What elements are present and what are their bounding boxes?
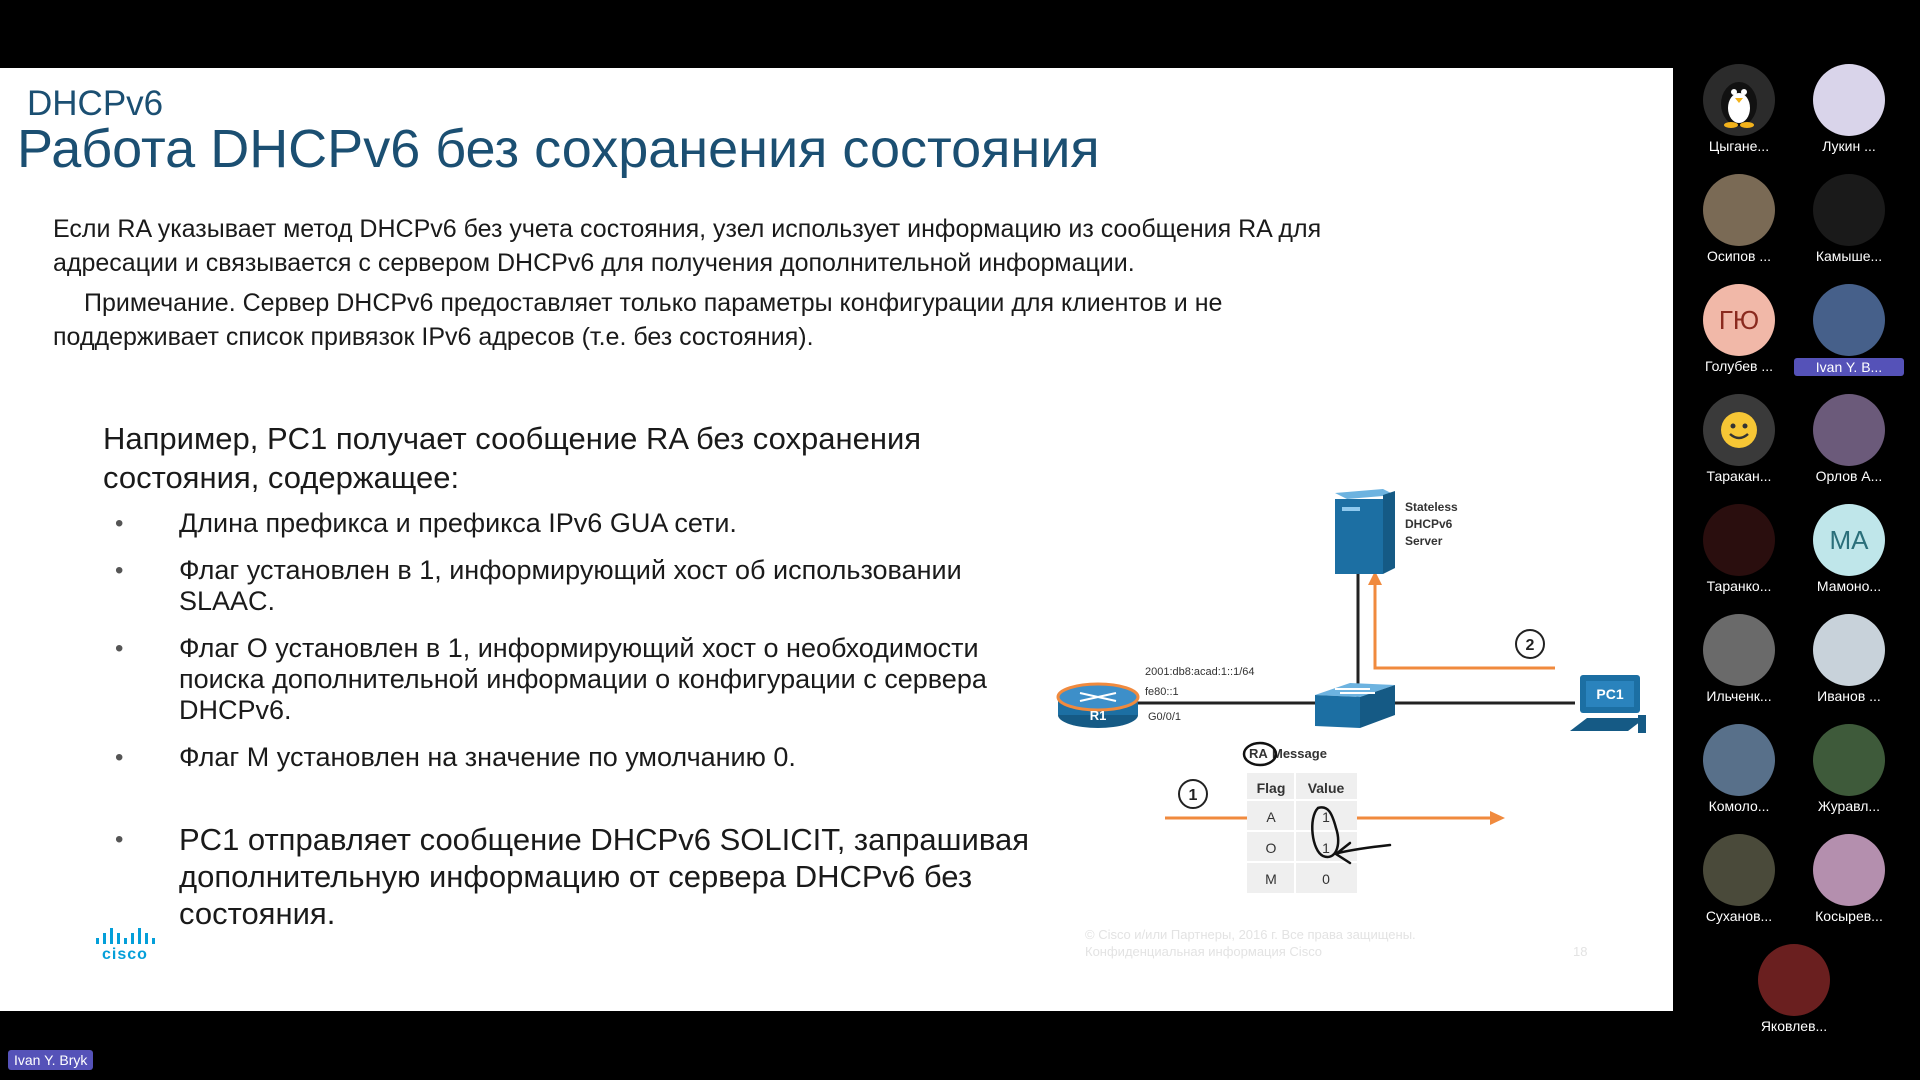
slide-footer [1085,926,1416,960]
photo-avatar-icon [1813,614,1885,686]
footer-line: © Cisco и/или Партнеры, 2016 г. Все права защищены. [1085,927,1416,942]
participant-tile[interactable] [1684,834,1794,924]
photo-avatar-icon [1813,174,1885,246]
step1-arrowhead [1490,811,1505,825]
participant-tile[interactable] [1794,504,1904,594]
table-header-value: Value [1307,780,1345,796]
participant-name: Ivan Y. B... [1794,358,1904,376]
participant-tile[interactable] [1684,284,1794,374]
participant-tile[interactable] [1684,504,1794,594]
participant-tile[interactable] [1684,174,1794,264]
cisco-wordmark: cisco [102,946,148,963]
intro-paragraph [53,212,1573,280]
participant-name: Мамоно... [1816,578,1882,594]
server-label: Stateless [1405,500,1458,514]
intro-line: адресации и связывается с сервером DHCPv6 для получения дополнительной информации. [53,249,1135,277]
participant-tile[interactable] [1794,614,1904,704]
participant-name: Иванов ... [1817,688,1881,704]
router-link-local: fe80::1 [1145,686,1179,698]
note-line: Примечание. Сервер DHCPv6 предоставляет только параметры конфигурации для клиентов и не [84,289,1223,317]
photo-avatar-icon [1703,504,1775,576]
lead-line: Например, PC1 получает сообщение RA без сохранения [103,421,922,456]
initials-avatar: ГЮ [1703,284,1775,356]
bullet-item: • Флаг установлен в 1, информирующий хост об использовании SLAAC. [113,555,1043,617]
participant-name: Таранко... [1706,578,1772,594]
footer-line: Конфиденциальная информация Cisco [1085,944,1322,959]
self-video-label: Ivan Y. Bryk [8,1050,93,1070]
bullet-item: • Флаг M установлен на значение по умолчанию 0. [113,742,1043,773]
value-cell: 1 [1322,809,1330,825]
flag-cell: M [1265,871,1277,887]
flag-cell: O [1265,840,1277,856]
photo-avatar-icon [1813,834,1885,906]
photo-avatar-icon [1703,724,1775,796]
slide-section: DHCPv6 [27,84,164,123]
participant-tile[interactable] [1794,834,1904,924]
participants-panel [1675,0,1920,1080]
lead-line: состояния, содержащее: [103,460,460,495]
participant-name: Журавл... [1817,798,1881,814]
participant-name: Камыше... [1815,248,1883,264]
participant-name: Лукин ... [1822,138,1876,154]
bullet-list [113,508,1043,948]
participant-tile[interactable] [1794,724,1904,814]
participant-tile[interactable] [1684,724,1794,814]
note-paragraph [53,286,1573,354]
photo-avatar-icon [1703,174,1775,246]
server-label: DHCPv6 [1405,517,1453,531]
cisco-bars-icon [92,926,158,944]
message-label: Message [1272,746,1327,761]
table-header-flag: Flag [1256,780,1286,796]
network-diagram [1050,413,1670,903]
photo-avatar-icon [1813,394,1885,466]
dhcpv6-server-icon [1335,489,1395,574]
value-cell: 0 [1322,871,1330,887]
photo-avatar-icon [1758,944,1830,1016]
initials-avatar: МА [1813,504,1885,576]
pc1-label: PC1 [1596,686,1624,702]
step1-label: 1 [1188,787,1198,804]
page-number: 18 [1573,944,1588,959]
intro-line: Если RA указывает метод DHCPv6 без учета состояния, узел использует информацию из сообщения RA для [53,215,1322,243]
value-cell: 1 [1322,840,1330,856]
cartoon-avatar-icon [1813,64,1885,136]
participant-name: Таракан... [1706,468,1772,484]
router-address: 2001:db8:acad:1::1/64 [1145,666,1255,678]
cisco-logo [92,926,158,964]
server-label: Server [1405,534,1443,548]
step2-label: 2 [1525,637,1535,654]
slide-title: Работа DHCPv6 без сохранения состояния [17,119,1100,179]
penguin-avatar-icon [1703,64,1775,136]
photo-avatar-icon [1703,834,1775,906]
participant-tile[interactable] [1794,174,1904,264]
presentation-slide [0,68,1673,1011]
participant-name: Ильченк... [1706,688,1772,704]
router-interface: G0/0/1 [1148,711,1182,723]
participant-name: Осипов ... [1706,248,1772,264]
photo-avatar-icon [1703,614,1775,686]
bullet-item-solicit: • PC1 отправляет сообщение DHCPv6 SOLICIT, запрашивая дополнительную информацию от сервера DHCPv6 без состояния. [113,821,1043,932]
ra-label: RA [1249,746,1268,761]
pc1-icon [1570,675,1646,733]
participant-tile[interactable] [1794,394,1904,484]
participant-name: Орлов А... [1815,468,1883,484]
participant-name: Цыгане... [1708,138,1770,154]
participant-tile[interactable] [1739,944,1849,1034]
router-label: R1 [1089,708,1107,723]
bullet-item: • Длина префикса и префикса IPv6 GUA сети. [113,508,1043,539]
emoji-avatar-icon [1703,394,1775,466]
participant-name: Комоло... [1708,798,1770,814]
switch-icon [1315,683,1395,728]
participant-name: Косырев... [1815,908,1883,924]
flag-cell: A [1266,809,1276,825]
participant-tile-active[interactable] [1794,284,1904,376]
participant-name: Суханов... [1705,908,1773,924]
example-lead [103,419,1033,497]
participant-tile[interactable] [1794,64,1904,154]
photo-avatar-icon [1813,284,1885,356]
participant-name: Яковлев... [1760,1018,1828,1034]
note-line: поддерживает список привязок IPv6 адресов (т.е. без состояния). [53,323,814,351]
participant-name: Голубев ... [1704,358,1774,374]
participant-tile[interactable] [1684,614,1794,704]
bullet-item: • Флаг O установлен в 1, информирующий хост о необходимости поиска дополнительной информации о конфигурации с сервера DHCPv6. [113,633,1043,726]
participant-tile[interactable] [1684,64,1794,154]
photo-avatar-icon [1813,724,1885,796]
participant-tile[interactable] [1684,394,1794,484]
